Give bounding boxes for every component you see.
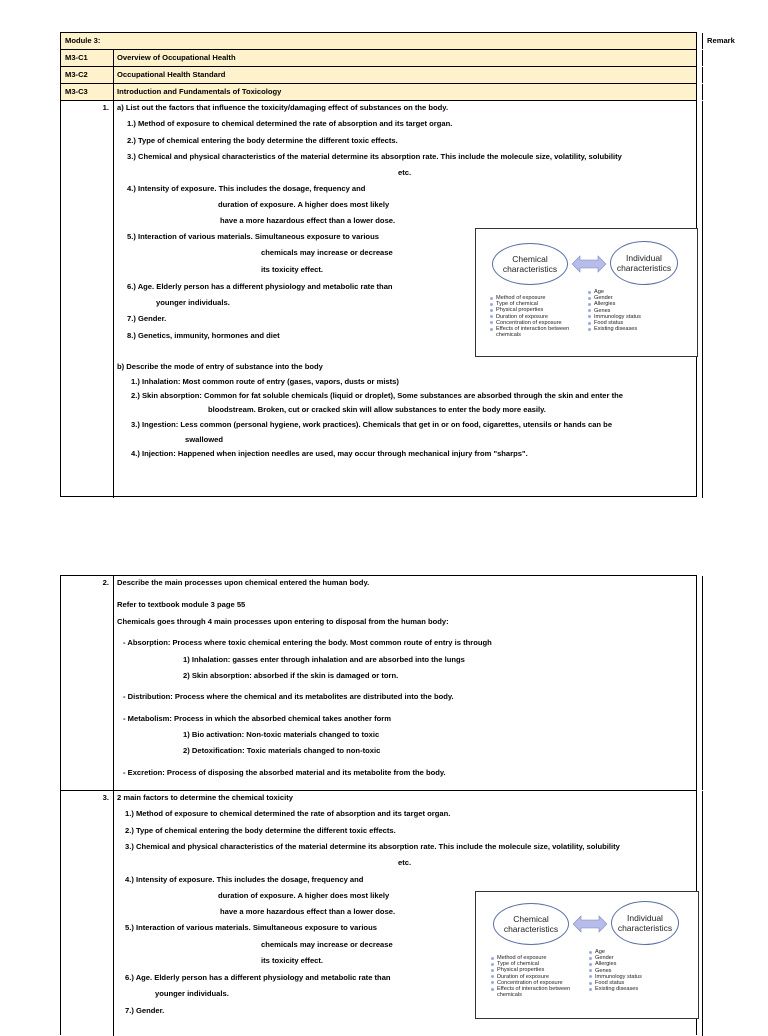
answer-line: 6.) Age. Elderly person has a different physiology and metabolic rate than <box>125 973 391 982</box>
answer-line: chemicals may increase or decrease <box>261 940 393 949</box>
list-item: Food status <box>588 980 642 986</box>
answer-line: 2) Skin absorption: absorbed if the skin is damaged or torn. <box>183 671 399 680</box>
list-item: Existing diseases <box>588 986 642 992</box>
module-code: M3-C1 <box>65 53 88 62</box>
answer-line: 4.) Intensity of exposure. This includes the dosage, frequency and <box>125 875 364 884</box>
list-item: Concentration of exposure <box>489 320 580 326</box>
module-row <box>61 50 696 67</box>
list-item: Existing diseases <box>587 326 641 332</box>
answer-line: 3.) Ingestion: Less common (personal hygiene, work practices). Chemicals that get in or on food, cigarettes, utensils or hands can be <box>131 420 613 429</box>
answer-line: 4.) Injection: Happened when injection needles are used, may occur through mechanical injury from "sharps". <box>131 449 528 458</box>
answer-line: its toxicity effect. <box>261 956 324 965</box>
answer-line: 2 main factors to determine the chemical toxicity <box>117 793 293 802</box>
module-title: Introduction and Fundamentals of Toxicology <box>117 87 282 96</box>
answer-line: 6.) Age. Elderly person has a different physiology and metabolic rate than <box>127 282 393 291</box>
chemical-characteristics-label: Chemical characteristics <box>503 914 559 934</box>
module-table-1 <box>60 32 735 497</box>
chemical-characteristics-ellipse <box>493 903 569 945</box>
list-item: Effects of interaction between chemicals <box>490 986 581 998</box>
question-b-title: b) Describe the mode of entry of substance into the body <box>117 362 323 371</box>
answer-line: duration of exposure. A higher does most likely <box>218 200 390 209</box>
question-row-3 <box>61 791 696 1036</box>
answer-cell <box>114 576 703 790</box>
list-item: Genes <box>588 968 642 974</box>
list-item: Allergies <box>588 961 642 967</box>
answer-line: 1) Bio activation: Non-toxic materials changed to toxic <box>183 730 380 739</box>
answer-line: younger individuals. <box>156 298 230 307</box>
module-row <box>61 67 696 84</box>
answer-line: 1.) Method of exposure to chemical determined the rate of absorption and its target organ. <box>125 809 451 818</box>
module-code: M3-C3 <box>65 87 88 96</box>
list-item: Method of exposure <box>490 955 581 961</box>
list-item: Gender <box>587 295 641 301</box>
list-item: Immunology status <box>587 314 641 320</box>
answer-line: 2.) Type of chemical entering the body determine the different toxic effects. <box>127 136 398 145</box>
answer-line: Describe the main processes upon chemical entered the human body. <box>117 578 370 587</box>
module-code: M3-C2 <box>65 70 88 79</box>
answer-line: 7.) Gender. <box>127 314 167 323</box>
question-row-2 <box>61 576 696 791</box>
chemical-factor-list <box>489 295 580 338</box>
answer-line: etc. <box>398 168 412 177</box>
list-item: Gender <box>588 955 642 961</box>
list-item: Food status <box>587 320 641 326</box>
answer-line: duration of exposure. A higher does most likely <box>218 891 390 900</box>
list-item: Duration of exposure <box>489 314 580 320</box>
answer-line: 1.) Inhalation: Most common route of entry (gases, vapors, dusts or mists) <box>131 377 399 386</box>
answer-line: 2.) Type of chemical entering the body determine the different toxic effects. <box>125 826 396 835</box>
answer-line: - Absorption: Process where toxic chemical entering the body. Most common route of entry is through <box>123 638 492 647</box>
answer-line: - Distribution: Process where the chemical and its metabolites are distributed into the body. <box>123 692 454 701</box>
toxicity-factors-diagram <box>475 891 699 1019</box>
answer-line: 7.) Gender. <box>125 1006 165 1015</box>
answer-line: - Metabolism: Process in which the absorbed chemical takes another form <box>123 714 391 723</box>
question-number: 3. <box>102 793 109 802</box>
double-arrow-icon <box>573 915 607 933</box>
answer-line: etc. <box>398 858 412 867</box>
answer-line: 3.) Chemical and physical characteristics of the material determine its absorption rate. This include the molecule size, volatility, solubility <box>127 152 622 161</box>
answer-line: younger individuals. <box>155 989 229 998</box>
answer-line: Chemicals goes through 4 main processes upon entering to disposal from the human body: <box>117 617 449 626</box>
answer-cell <box>114 791 703 1036</box>
answer-line: 8.) Genetics, immunity, hormones and diet <box>127 331 280 340</box>
question-number: 2. <box>102 578 109 587</box>
chemical-characteristics-label: Chemical characteristics <box>502 254 558 274</box>
chemical-characteristics-ellipse <box>492 243 568 285</box>
answer-line: 1.) Method of exposure to chemical determined the rate of absorption and its target organ. <box>127 119 453 128</box>
individual-factor-list <box>588 949 642 992</box>
answer-line: 1) Inhalation: gasses enter through inhalation and are absorbed into the lungs <box>183 655 465 664</box>
answer-line: 2.) Skin absorption: Common for fat soluble chemicals (liquid or droplet), Some substances are absorbed through the skin and enter the <box>131 391 623 400</box>
individual-characteristics-ellipse <box>610 241 678 285</box>
answer-line: Refer to textbook module 3 page 55 <box>117 600 246 609</box>
answer-line: its toxicity effect. <box>261 265 324 274</box>
list-item: Immunology status <box>588 974 642 980</box>
module-title: Occupational Health Standard <box>117 70 226 79</box>
question-number: 1. <box>102 103 109 112</box>
header-row <box>61 33 735 50</box>
list-item: Age <box>587 289 641 295</box>
list-item: Duration of exposure <box>490 974 581 980</box>
answer-line: have a more hazardous effect than a lower dose. <box>220 216 396 225</box>
list-item: Method of exposure <box>489 295 580 301</box>
list-item: Type of chemical <box>489 301 580 307</box>
individual-characteristics-ellipse <box>611 901 679 945</box>
remark-label: Remark <box>707 36 735 45</box>
answer-line: swallowed <box>185 435 223 444</box>
individual-characteristics-label: Individual characteristics <box>616 253 672 273</box>
list-item: Concentration of exposure <box>490 980 581 986</box>
question-a-title: a) List out the factors that influence the toxicity/damaging effect of substances on the body. <box>117 103 449 112</box>
answer-line: 4.) Intensity of exposure. This includes the dosage, frequency and <box>127 184 366 193</box>
answer-line: 5.) Interaction of various materials. Simultaneous exposure to various <box>125 923 377 932</box>
answer-line: 5.) Interaction of various materials. Simultaneous exposure to various <box>127 232 379 241</box>
module-table-2 <box>60 575 697 1035</box>
header-label-cell <box>61 33 703 49</box>
answer-line: 2) Detoxification: Toxic materials changed to non-toxic <box>183 746 381 755</box>
list-item: Age <box>588 949 642 955</box>
list-item: Physical properties <box>489 307 580 313</box>
individual-characteristics-label: Individual characteristics <box>617 913 673 933</box>
answer-line: bloodstream. Broken, cut or cracked skin will allow substances to enter the body more easily. <box>208 405 546 414</box>
list-item: Physical properties <box>490 967 581 973</box>
module-label: Module 3: <box>65 36 101 45</box>
list-item: Allergies <box>587 301 641 307</box>
answer-line: 3.) Chemical and physical characteristics of the material determine its absorption rate. This include the molecule size, volatility, solubility <box>125 842 620 851</box>
chemical-factor-list <box>490 955 581 998</box>
question-row-1 <box>61 101 696 498</box>
list-item: Effects of interaction between chemicals <box>489 326 580 338</box>
answer-line: have a more hazardous effect than a lower dose. <box>220 907 396 916</box>
double-arrow-icon <box>572 255 606 273</box>
toxicity-factors-diagram <box>475 228 698 357</box>
answer-line: - Excretion: Process of disposing the absorbed material and its metabolite from the body. <box>123 768 446 777</box>
module-title: Overview of Occupational Health <box>117 53 236 62</box>
list-item: Genes <box>587 308 641 314</box>
module-row <box>61 84 696 101</box>
answer-line: chemicals may increase or decrease <box>261 248 393 257</box>
answer-cell <box>114 101 703 498</box>
list-item: Type of chemical <box>490 961 581 967</box>
individual-factor-list <box>587 289 641 332</box>
